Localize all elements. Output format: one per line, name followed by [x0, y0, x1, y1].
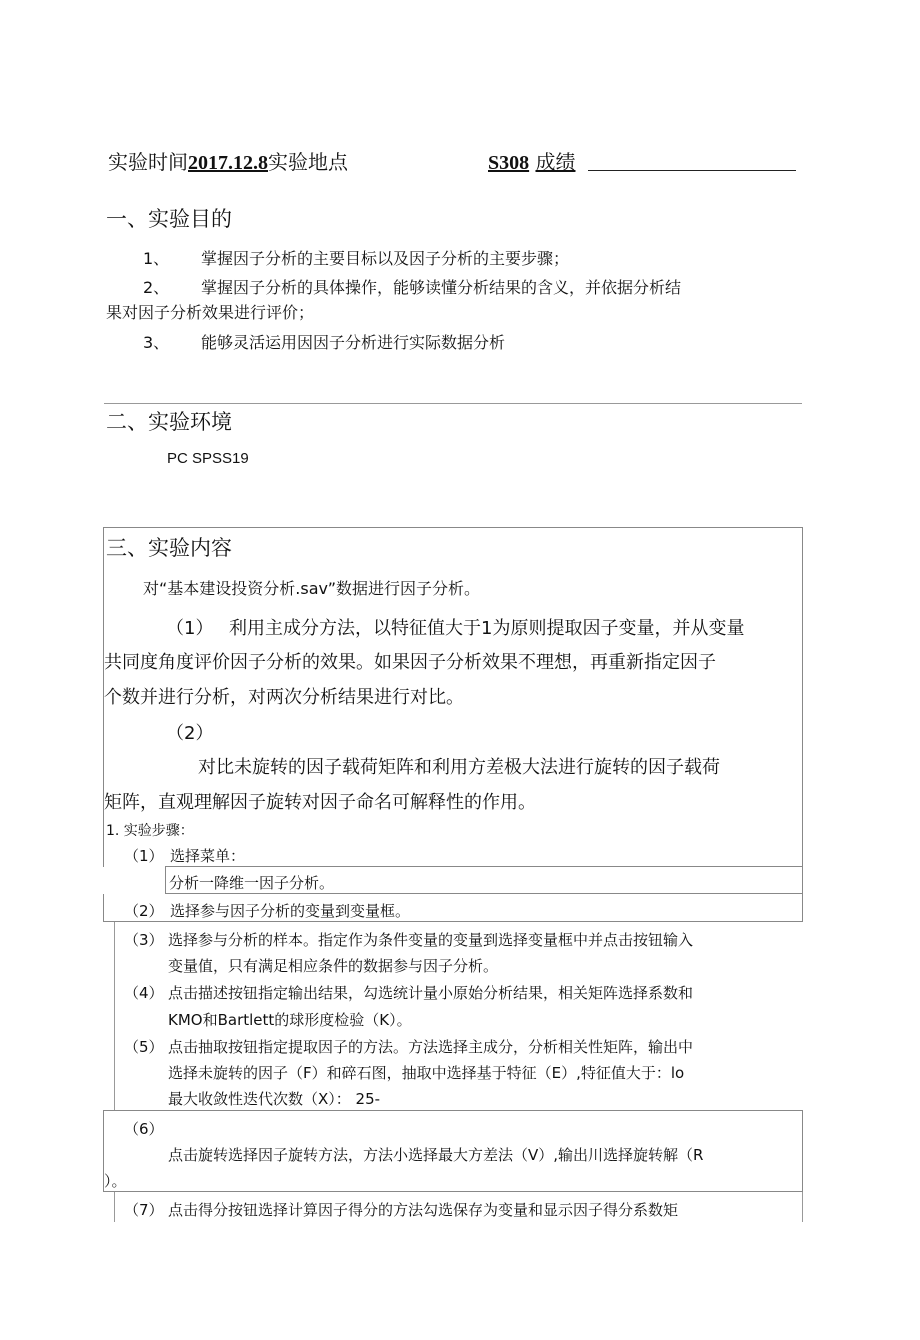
- environment-text: PC SPSS19: [167, 450, 249, 467]
- task1-num: （1）: [166, 618, 214, 639]
- objective-item-2: 2、 掌握因子分析的具体操作，能够读懂分析结果的含义，并依据分析结: [143, 278, 682, 297]
- task2-line2: 矩阵，直观理解因子旋转对因子命名可解释性的作用。: [104, 792, 536, 813]
- objective-item-1: 1、 掌握因子分析的主要目标以及因子分析的主要步骤；: [143, 249, 570, 268]
- header-line: [108, 146, 348, 175]
- step5-line2: 选择未旋转的因子（F）和碎石图，抽取中选择基于特征（E）,特征值大于：lo: [168, 1064, 685, 1082]
- step6-num: （6）: [124, 1120, 164, 1138]
- step1-num: （1）: [124, 847, 164, 865]
- step5-line3: 最大收敛性迭代次数（X）： 25-: [168, 1090, 381, 1108]
- place-label: 实验地点: [268, 150, 348, 174]
- header-right: [488, 146, 575, 175]
- step4-line1: 点击描述按钮指定输出结果，勾选统计量小原始分析结果，相关矩阵选择系数和: [168, 984, 694, 1002]
- task1-line3: 个数并进行分析，对两次分析结果进行对比。: [104, 687, 464, 708]
- step5-num: （5）: [124, 1038, 164, 1056]
- task2-line1: 对比未旋转的因子载荷矩阵和利用方差极大法进行旋转的因子载荷: [198, 757, 720, 778]
- grade-label: 成绩: [535, 150, 576, 174]
- step3-line1: 选择参与分析的样本。指定作为条件变量的变量到选择变量框中并点击按钮输入: [168, 931, 694, 949]
- step4-line2: KMO和Bartlett的球形度检验（K）。: [168, 1011, 412, 1029]
- step5-line1: 点击抽取按钮指定提取因子的方法。方法选择主成分，分析相关性矩阵，输出中: [168, 1038, 694, 1056]
- section-divider: [104, 403, 802, 404]
- content-intro: 对“基本建设投资分析.sav”数据进行因子分析。: [143, 579, 480, 598]
- step4-num: （4）: [124, 984, 164, 1002]
- step6-line2: ）。: [104, 1172, 127, 1190]
- objective-item-2-cont: 果对因子分析效果进行评价；: [106, 303, 315, 322]
- step2-text: 选择参与因子分析的变量到变量框。: [170, 902, 411, 920]
- steps-left-border: [114, 922, 115, 1110]
- step1-sub: 分析一降维一因子分析。: [169, 874, 335, 892]
- task1-line2: 共同度角度评价因子分析的效果。如果因子分析效果不理想，再重新指定因子: [104, 652, 716, 673]
- step3-num: （3）: [124, 931, 164, 949]
- grade-blank-line: [588, 170, 796, 171]
- steps-title: 1. 实验步骤：: [106, 823, 194, 839]
- objective-item-3: 3、 能够灵活运用因因子分析进行实际数据分析: [143, 333, 506, 352]
- step6-line1: 点击旋转选择因子旋转方法，方法小选择最大方差法（V）,输出川选择旋转解（R: [168, 1146, 704, 1164]
- step7-left-border: [114, 1192, 115, 1222]
- step7-right-border: [802, 1192, 803, 1222]
- step3-line2: 变量值，只有满足相应条件的数据参与因子分析。: [168, 957, 499, 975]
- section1-title: 一、实验目的: [106, 207, 232, 231]
- task1-line1: 利用主成分方法，以特征值大于1为原则提取因子变量，并从变量: [229, 618, 745, 639]
- place-value: S308: [488, 152, 530, 174]
- section3-title: 三、实验内容: [106, 536, 232, 560]
- step1-text: 选择菜单：: [170, 847, 246, 865]
- step7-text: 点击得分按钮选择计算因子得分的方法勾选保存为变量和显示因子得分系数矩: [168, 1201, 679, 1219]
- step7-num: （7）: [124, 1201, 164, 1219]
- step2-num: （2）: [124, 902, 164, 920]
- time-value: 2017.12.8: [188, 152, 268, 174]
- section2-title: 二、实验环境: [106, 410, 232, 434]
- time-label: 实验时间: [108, 150, 188, 174]
- task2-num: （2）: [166, 723, 214, 744]
